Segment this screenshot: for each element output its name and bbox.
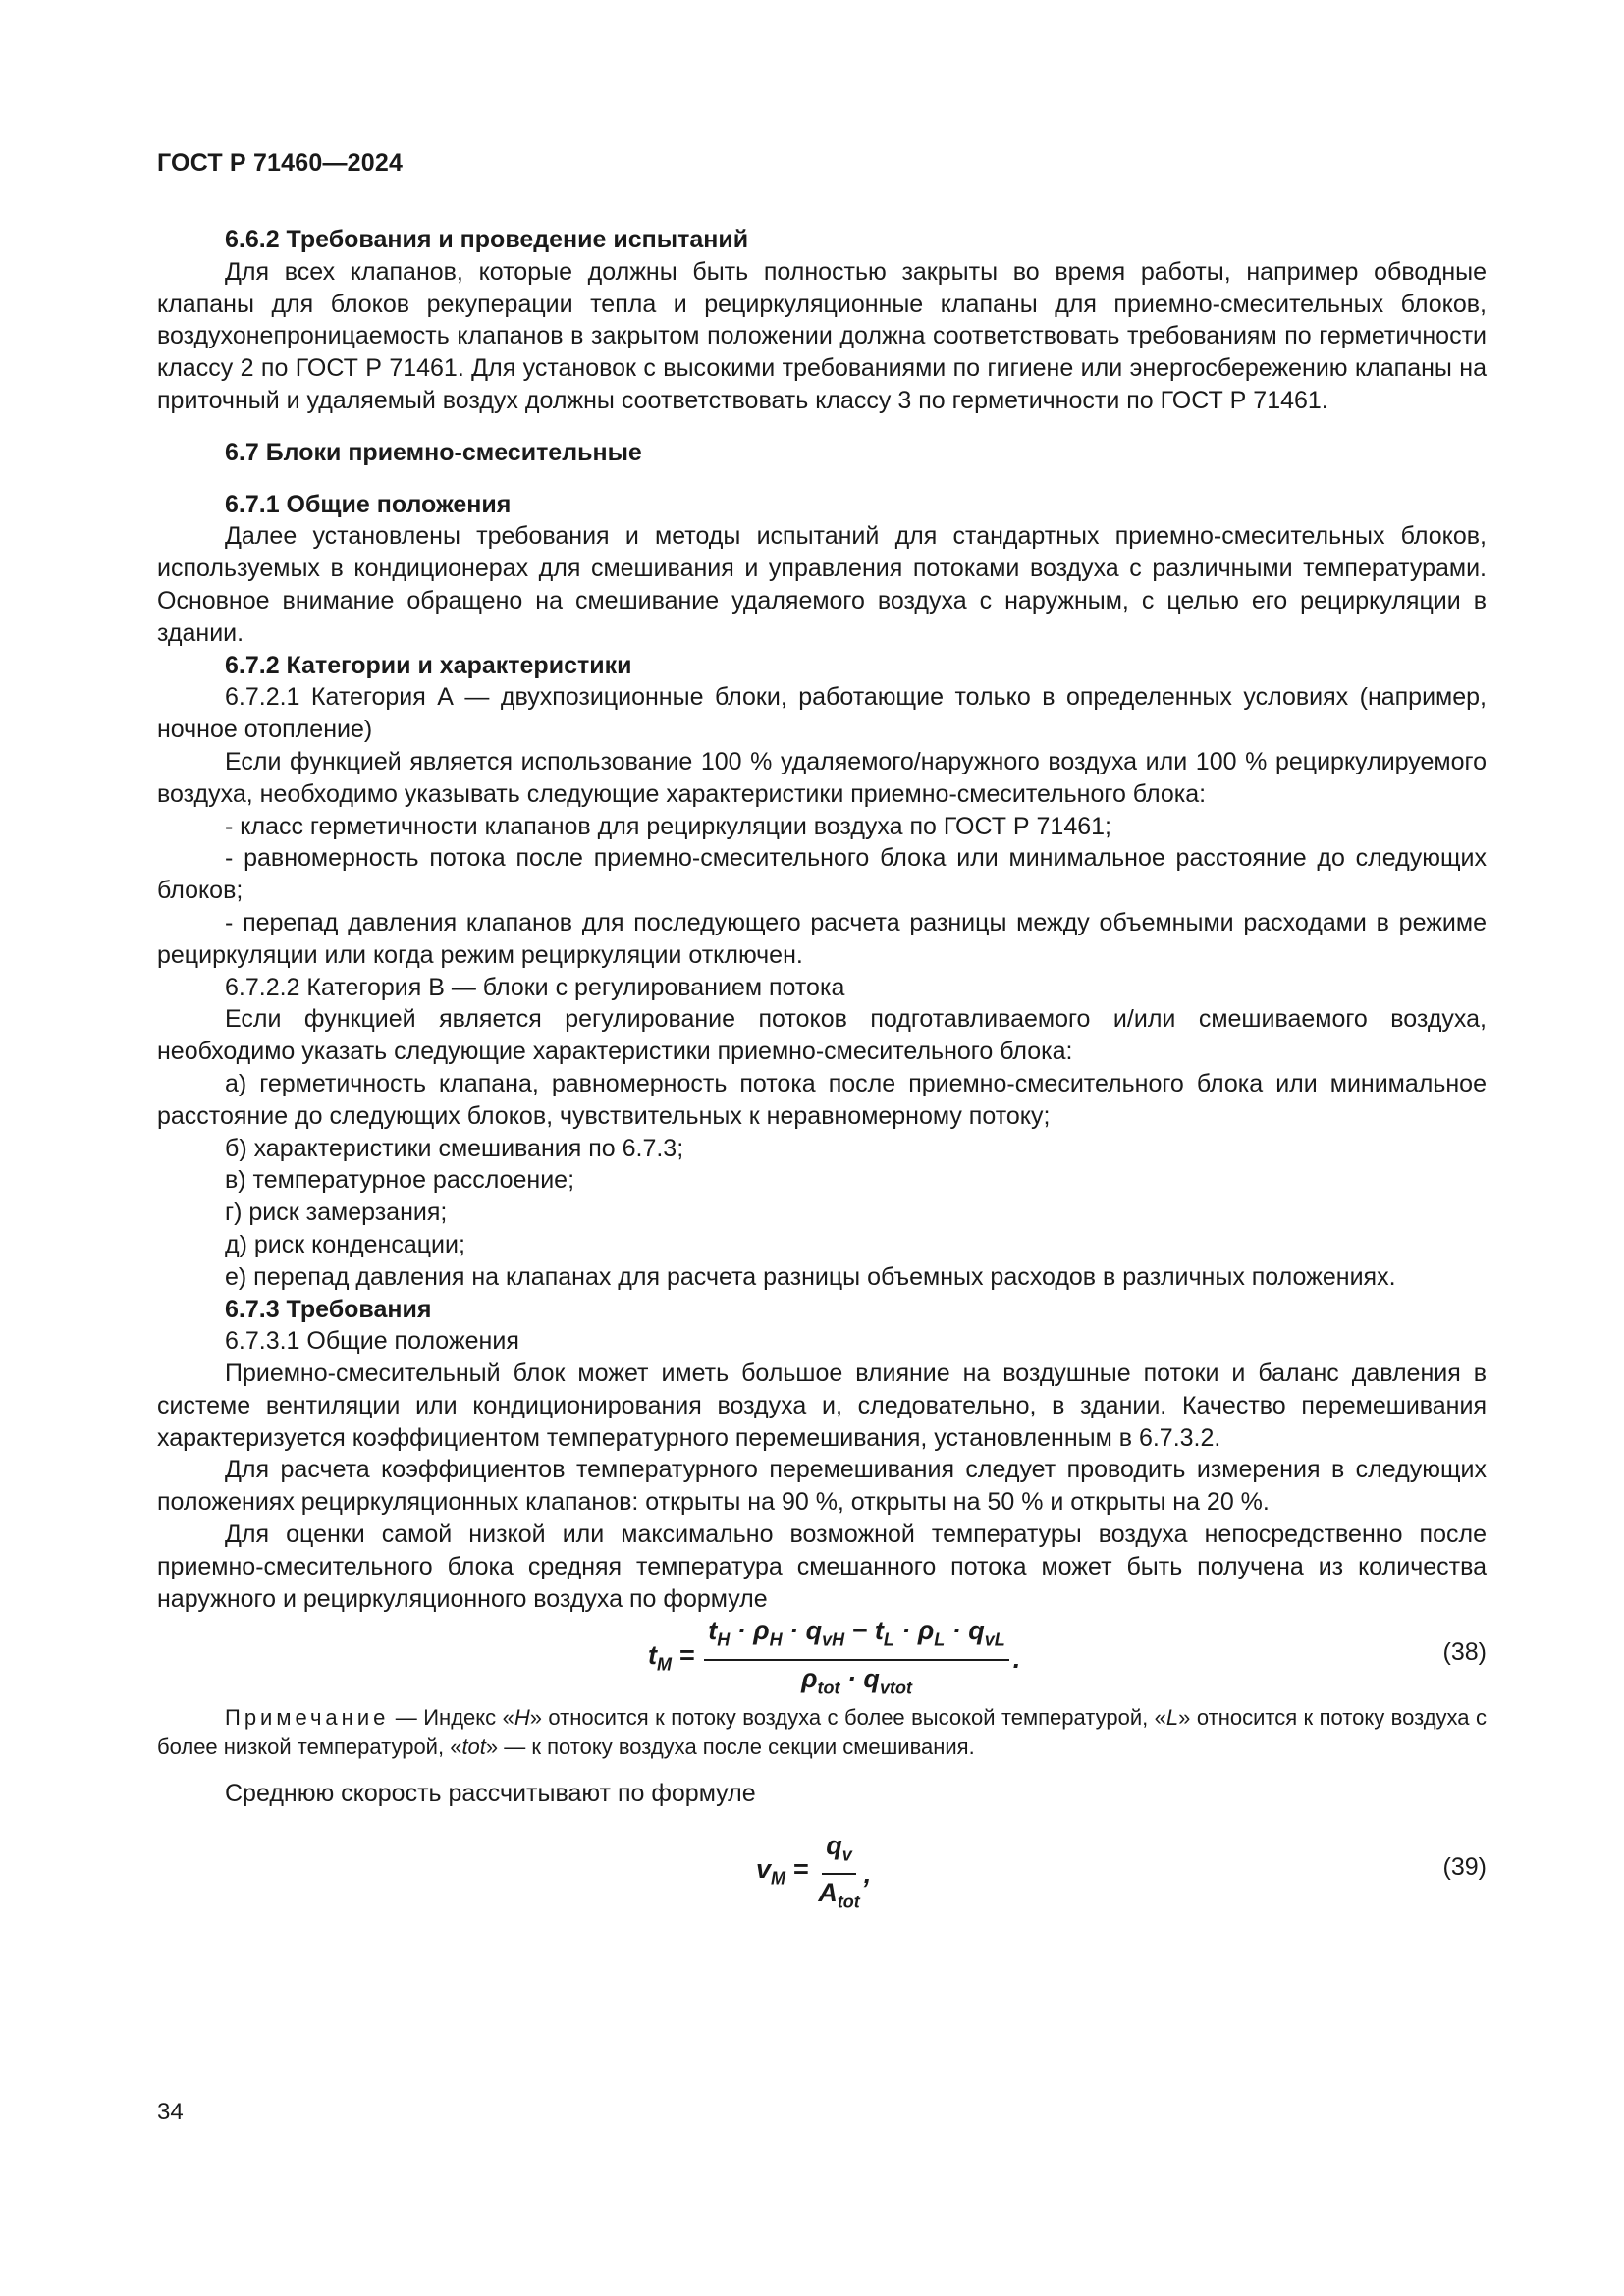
paragraph: Если функцией является использование 100 % удаляемого/наружного воздуха или 100 % рециркулируемого воздуха, необходимо указывать следующие характеристики приемно-смесительного блока: — [157, 747, 1487, 808]
paragraph: 6.7.2.1 Категория А — двухпозиционные блоки, работающие только в определенных условиях (например, ночное отопление) — [157, 683, 1487, 744]
list-item: г) риск замерзания; — [225, 1199, 448, 1227]
formula-38-expression: $t_M$ = $\frac{t_H \cdot \rho_H \cdot q_{vH} - t_L \cdot \rho_L \cdot q_{vL}}{\rho_{tot} \cdot q_{vtot}}$ . — [648, 1616, 1021, 1698]
document-header: ГОСТ Р 71460—2024 — [157, 149, 404, 177]
paragraph: Приемно-смесительный блок может иметь большое влияние на воздушные потоки и баланс давления в системе вентиляции или кондиционирования воздуха и, следовательно, в здании. Качество перемешивания характеризуется коэффициентом температурного перемешивания, установленным в 6.7.3.2. — [157, 1360, 1487, 1452]
paragraph: Если функцией является регулирование потоков подготавливаемого и/или смешиваемого воздуха, необходимо указать следующие характеристики приемно-смесительного блока: — [157, 1005, 1487, 1066]
equation-number: (39) — [1442, 1853, 1487, 1882]
section-heading-6-7-1: 6.7.1 Общие положения — [225, 490, 512, 518]
paragraph: Далее установлены требования и методы испытаний для стандартных приемно-смесительных блоков, используемых в кондиционерах для смешивания и управления потоками воздуха с различными температурами. Основное внимание обращено на смешивание удаляемого воздуха с наружным, с целью его рециркуляции в здании. — [157, 522, 1487, 647]
formula-39 — [157, 1830, 1487, 1918]
list-item: д) риск конденсации; — [225, 1230, 465, 1258]
list-item: - перепад давления клапанов для последующего расчета разницы между объемными расходами в режиме рециркуляции или когда режим рециркуляции отключен. — [157, 908, 1487, 969]
list-item: в) температурное расслоение; — [225, 1166, 575, 1195]
paragraph: Для всех клапанов, которые должны быть полностью закрыты во время работы, например обводные клапаны для блоков рекуперации тепла и рециркуляционные клапаны для приемно-смесительных блоков, воздухонепроницаемость клапанов в закрытом положении должна соответствовать требованиям по герметичности классу 2 по ГОСТ Р 71461. Для установок с высокими требованиями по гигиене или энергосбережению клапаны на приточный и удаляемый воздух должны соответствовать классу 3 по герметичности по ГОСТ Р 71461. — [157, 257, 1487, 414]
section-heading-6-7-2: 6.7.2 Категории и характеристики — [225, 651, 632, 679]
note: Примечание — Индекс «H» относится к потоку воздуха с более высокой температурой, «L» относится к потоку воздуха с более низкой температурой, «tot» — к потоку воздуха после секции смешивания. — [157, 1705, 1487, 1760]
list-item: а) герметичность клапана, равномерность потока после приемно-смесительного блока или минимальное расстояние до следующих блоков, чувствительных к неравномерному потоку; — [157, 1069, 1487, 1130]
document-body — [157, 224, 1487, 1918]
section-heading-6-7-3: 6.7.3 Требования — [225, 1295, 432, 1323]
paragraph: 6.7.2.2 Категория В — блоки с регулированием потока — [225, 973, 845, 1001]
equation-number: (38) — [1442, 1638, 1487, 1667]
list-item: е) перепад давления на клапанах для расчета разницы объемных расходов в различных положениях. — [225, 1262, 1396, 1291]
section-heading-6-7: 6.7 Блоки приемно-смесительные — [225, 438, 642, 466]
paragraph: Для оценки самой низкой или максимально возможной температуры воздуха непосредственно после приемно-смесительного блока средняя температура смешанного потока может быть получена из количества наружного и рециркуляционного воздуха по формуле — [157, 1521, 1487, 1613]
paragraph: 6.7.3.1 Общие положения — [225, 1327, 519, 1356]
paragraph: Среднюю скорость рассчитывают по формуле — [225, 1780, 756, 1808]
page-number: 34 — [157, 2099, 184, 2125]
note-label: Примечание — [225, 1705, 390, 1731]
paragraph: Для расчета коэффициентов температурного перемешивания следует проводить измерения в следующих положениях рециркуляционных клапанов: открыты на 90 %, открыты на 50 % и открыты на 20 %. — [157, 1456, 1487, 1517]
list-item: б) характеристики смешивания по 6.7.3; — [225, 1134, 684, 1162]
section-heading-6-6-2: 6.6.2 Требования и проведение испытаний — [225, 226, 749, 253]
formula-39-expression: $v_M$ = $\frac{q_v}{A_{tot}}$ , — [756, 1831, 872, 1912]
list-item: - равномерность потока после приемно-смесительного блока или минимальное расстояние до следующих блоков; — [157, 844, 1487, 905]
formula-38 — [157, 1615, 1487, 1703]
list-item: - класс герметичности клапанов для рециркуляции воздуха по ГОСТ Р 71461; — [225, 812, 1111, 840]
